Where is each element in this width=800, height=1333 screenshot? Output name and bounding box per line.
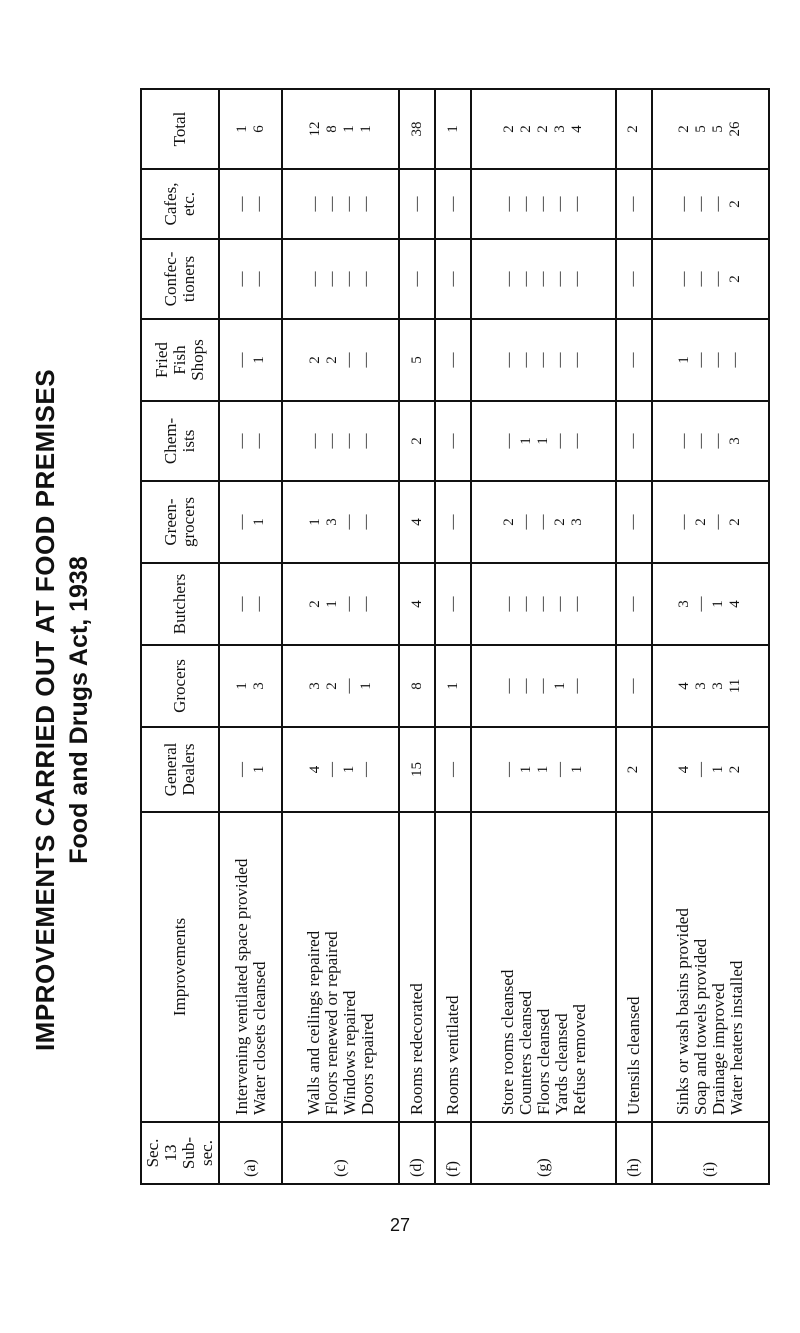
value-cell-fried-fish bbox=[219, 319, 282, 401]
value-cell-fried-fish bbox=[282, 319, 399, 401]
value: — bbox=[625, 271, 642, 287]
value-cell-grocers bbox=[616, 645, 652, 727]
header-row bbox=[141, 89, 219, 1184]
value: — bbox=[501, 678, 518, 694]
value: 1 bbox=[357, 682, 374, 690]
value-cell-total bbox=[282, 89, 399, 169]
improvement-cell bbox=[652, 812, 769, 1122]
improvement-cell bbox=[616, 812, 652, 1122]
improvement-item: Water closets cleansed bbox=[249, 961, 269, 1115]
improvement-item: Drainage improved bbox=[709, 983, 729, 1115]
value: 2 bbox=[535, 125, 552, 133]
value: 1 bbox=[357, 125, 374, 133]
value: 2 bbox=[323, 356, 340, 364]
value: — bbox=[250, 271, 267, 287]
value-cell-general-dealers bbox=[616, 727, 652, 812]
value: — bbox=[501, 762, 518, 777]
sub-section-cell: (f) bbox=[435, 1122, 471, 1184]
col-header-fried-fish: Fried Fish Shops bbox=[141, 319, 219, 401]
value: — bbox=[408, 271, 425, 287]
value: — bbox=[501, 352, 518, 368]
value: — bbox=[569, 596, 586, 612]
value-cell-greengrocers bbox=[616, 481, 652, 563]
table-row bbox=[399, 89, 435, 1184]
value: 2 bbox=[727, 765, 744, 774]
value: 2 bbox=[727, 275, 744, 283]
value-cell-greengrocers bbox=[652, 481, 769, 563]
value-cell-cafes bbox=[219, 169, 282, 239]
value: 1 bbox=[444, 682, 461, 690]
value: 1 bbox=[552, 682, 569, 690]
col-header-improvements: Improvements bbox=[141, 812, 219, 1122]
value-cell-confectioners bbox=[219, 239, 282, 319]
value: 15 bbox=[408, 762, 425, 777]
value: 3 bbox=[693, 682, 710, 690]
sub-section-cell: (a) bbox=[219, 1122, 282, 1184]
value: 38 bbox=[408, 121, 425, 137]
value-cell-greengrocers bbox=[399, 481, 435, 563]
value: 8 bbox=[323, 125, 340, 133]
value: — bbox=[676, 514, 693, 530]
value: 3 bbox=[323, 518, 340, 526]
value: 3 bbox=[552, 125, 569, 133]
value-cell-confectioners bbox=[471, 239, 615, 319]
value-cell-cafes bbox=[471, 169, 615, 239]
value: — bbox=[340, 596, 357, 612]
value: — bbox=[710, 271, 727, 287]
value: — bbox=[306, 433, 323, 449]
value-cell-general-dealers bbox=[399, 727, 435, 812]
value: — bbox=[518, 514, 535, 530]
value: 3 bbox=[250, 682, 267, 690]
value-cell-general-dealers bbox=[219, 727, 282, 812]
value: 1 bbox=[340, 765, 357, 774]
value-cell-fried-fish bbox=[471, 319, 615, 401]
value: — bbox=[693, 196, 710, 212]
value: — bbox=[233, 514, 250, 530]
value: — bbox=[233, 596, 250, 612]
value: — bbox=[552, 596, 569, 612]
value: 8 bbox=[408, 682, 425, 690]
value: — bbox=[569, 678, 586, 694]
sub-section-cell: (g) bbox=[471, 1122, 615, 1184]
value: 3 bbox=[306, 682, 323, 690]
sub-section-cell: (h) bbox=[616, 1122, 652, 1184]
value: 1 bbox=[535, 765, 552, 774]
value: 2 bbox=[676, 125, 693, 133]
improvement-item: Counters cleansed bbox=[515, 990, 535, 1115]
value-cell-general-dealers bbox=[282, 727, 399, 812]
improvement-item: Sinks or wash basins provided bbox=[673, 908, 693, 1115]
improvement-item: Doors repaired bbox=[357, 1013, 377, 1115]
value: — bbox=[676, 196, 693, 212]
value: — bbox=[408, 196, 425, 212]
value-cell-total bbox=[219, 89, 282, 169]
improvement-cell bbox=[435, 812, 471, 1122]
value-cell-total bbox=[652, 89, 769, 169]
value: — bbox=[710, 514, 727, 530]
value: — bbox=[340, 352, 357, 368]
value: — bbox=[233, 271, 250, 287]
value: 11 bbox=[727, 678, 744, 694]
value: — bbox=[727, 352, 744, 368]
value-cell-total bbox=[616, 89, 652, 169]
col-header-butchers: Butchers bbox=[141, 563, 219, 645]
value: — bbox=[518, 596, 535, 612]
value: — bbox=[625, 678, 642, 694]
improvement-cell bbox=[219, 812, 282, 1122]
value-cell-butchers bbox=[652, 563, 769, 645]
col-header-cafes: Cafes, etc. bbox=[141, 169, 219, 239]
value: — bbox=[710, 433, 727, 449]
value: — bbox=[693, 271, 710, 287]
value: — bbox=[306, 271, 323, 287]
improvement-cell bbox=[399, 812, 435, 1122]
col-header-chemists: Chem-ists bbox=[141, 401, 219, 481]
value: 4 bbox=[676, 765, 693, 774]
value-cell-chemists bbox=[399, 401, 435, 481]
value-cell-chemists bbox=[282, 401, 399, 481]
value-cell-butchers bbox=[616, 563, 652, 645]
value: 2 bbox=[306, 600, 323, 608]
value: 1 bbox=[250, 765, 267, 774]
value: 12 bbox=[306, 121, 323, 137]
value: — bbox=[676, 433, 693, 449]
value: 1 bbox=[233, 682, 250, 690]
value-cell-total bbox=[435, 89, 471, 169]
value-cell-general-dealers bbox=[435, 727, 471, 812]
value-cell-grocers bbox=[652, 645, 769, 727]
value: 1 bbox=[340, 125, 357, 133]
value: 2 bbox=[625, 125, 642, 133]
value-cell-greengrocers bbox=[435, 481, 471, 563]
value: — bbox=[444, 514, 461, 530]
col-header-total: Total bbox=[141, 89, 219, 169]
value: — bbox=[357, 596, 374, 612]
value-cell-chemists bbox=[616, 401, 652, 481]
value-cell-chemists bbox=[219, 401, 282, 481]
value: — bbox=[323, 433, 340, 449]
value: — bbox=[693, 433, 710, 449]
value: — bbox=[444, 433, 461, 449]
value: — bbox=[693, 762, 710, 777]
value: 4 bbox=[306, 765, 323, 774]
value: — bbox=[535, 514, 552, 530]
value: 4 bbox=[408, 600, 425, 608]
value: 2 bbox=[727, 518, 744, 526]
value: 2 bbox=[518, 125, 535, 133]
sub-section-cell: (i) bbox=[652, 1122, 769, 1184]
value: 2 bbox=[693, 518, 710, 526]
value-cell-butchers bbox=[219, 563, 282, 645]
improvement-item: Intervening ventilated space provided bbox=[231, 858, 251, 1115]
col-header-grocers: Grocers bbox=[141, 645, 219, 727]
value-cell-chemists bbox=[471, 401, 615, 481]
improvement-item: Soap and towels provided bbox=[691, 938, 711, 1115]
value: — bbox=[444, 352, 461, 368]
value-cell-chemists bbox=[435, 401, 471, 481]
value: 1 bbox=[323, 600, 340, 608]
value: — bbox=[501, 196, 518, 212]
value: 1 bbox=[535, 437, 552, 445]
value: 2 bbox=[727, 200, 744, 208]
page-title: IMPROVEMENTS CARRIED OUT AT FOOD PREMISES bbox=[30, 368, 60, 1052]
value: 5 bbox=[710, 125, 727, 133]
value: — bbox=[306, 196, 323, 212]
value-cell-butchers bbox=[282, 563, 399, 645]
value-cell-confectioners bbox=[616, 239, 652, 319]
value: — bbox=[323, 271, 340, 287]
value: — bbox=[518, 196, 535, 212]
value: — bbox=[357, 433, 374, 449]
col-header-greengrocers: Green-grocers bbox=[141, 481, 219, 563]
value: — bbox=[552, 271, 569, 287]
value: — bbox=[323, 196, 340, 212]
value: 1 bbox=[233, 125, 250, 133]
improvements-table bbox=[140, 88, 770, 1185]
value: — bbox=[693, 352, 710, 368]
value: — bbox=[233, 762, 250, 777]
value: — bbox=[250, 433, 267, 449]
value: — bbox=[501, 596, 518, 612]
value: — bbox=[552, 352, 569, 368]
value: 2 bbox=[501, 518, 518, 526]
value-cell-greengrocers bbox=[471, 481, 615, 563]
value: — bbox=[710, 352, 727, 368]
value: — bbox=[357, 271, 374, 287]
value: — bbox=[552, 433, 569, 449]
value: — bbox=[340, 678, 357, 694]
value-cell-total bbox=[471, 89, 615, 169]
value-cell-butchers bbox=[399, 563, 435, 645]
value: 1 bbox=[710, 600, 727, 608]
value: 3 bbox=[676, 600, 693, 608]
improvement-item: Water heaters installed bbox=[727, 960, 747, 1115]
value: 2 bbox=[306, 356, 323, 364]
value: 3 bbox=[710, 682, 727, 690]
value: — bbox=[535, 196, 552, 212]
value: — bbox=[625, 196, 642, 212]
value: 26 bbox=[727, 121, 744, 137]
value: — bbox=[233, 433, 250, 449]
improvement-item: Walls and ceilings repaired bbox=[303, 930, 323, 1115]
value: 1 bbox=[569, 765, 586, 774]
value-cell-total bbox=[399, 89, 435, 169]
table-row bbox=[616, 89, 652, 1184]
improvement-item: Rooms ventilated bbox=[443, 995, 463, 1115]
value: 4 bbox=[569, 125, 586, 133]
value-cell-general-dealers bbox=[652, 727, 769, 812]
col-header-sec: Sec. 13 Sub-sec. bbox=[141, 1122, 219, 1184]
value: — bbox=[552, 762, 569, 777]
value-cell-chemists bbox=[652, 401, 769, 481]
value-cell-cafes bbox=[616, 169, 652, 239]
table-row bbox=[471, 89, 615, 1184]
value: — bbox=[323, 762, 340, 777]
value: — bbox=[518, 678, 535, 694]
value-cell-grocers bbox=[282, 645, 399, 727]
value: 5 bbox=[408, 356, 425, 364]
value-cell-grocers bbox=[219, 645, 282, 727]
sub-section-cell: (c) bbox=[282, 1122, 399, 1184]
value: — bbox=[518, 352, 535, 368]
value: — bbox=[340, 514, 357, 530]
value: 4 bbox=[727, 600, 744, 608]
improvement-item: Floors cleansed bbox=[533, 1008, 553, 1115]
value: — bbox=[569, 352, 586, 368]
value: — bbox=[340, 271, 357, 287]
value: — bbox=[625, 596, 642, 612]
value: 1 bbox=[306, 518, 323, 526]
value-cell-confectioners bbox=[399, 239, 435, 319]
improvement-item: Rooms redecorated bbox=[407, 983, 427, 1115]
value-cell-greengrocers bbox=[219, 481, 282, 563]
value: — bbox=[552, 196, 569, 212]
value: — bbox=[444, 196, 461, 212]
value: — bbox=[357, 352, 374, 368]
value: 3 bbox=[727, 437, 744, 445]
value-cell-cafes bbox=[435, 169, 471, 239]
value: — bbox=[340, 196, 357, 212]
page-number: 27 bbox=[389, 1215, 411, 1235]
value: — bbox=[357, 196, 374, 212]
value: 1 bbox=[518, 765, 535, 774]
value: — bbox=[233, 352, 250, 368]
value-cell-fried-fish bbox=[399, 319, 435, 401]
table-row bbox=[652, 89, 769, 1184]
value-cell-confectioners bbox=[282, 239, 399, 319]
sub-section-cell: (d) bbox=[399, 1122, 435, 1184]
value-cell-confectioners bbox=[435, 239, 471, 319]
value: — bbox=[444, 271, 461, 287]
value: — bbox=[357, 514, 374, 530]
improvement-item: Yards cleansed bbox=[551, 1013, 571, 1115]
value: 3 bbox=[569, 518, 586, 526]
improvement-item: Refuse removed bbox=[569, 1004, 589, 1115]
value-cell-cafes bbox=[282, 169, 399, 239]
value: — bbox=[340, 433, 357, 449]
value: 5 bbox=[693, 125, 710, 133]
value: — bbox=[535, 596, 552, 612]
value: 2 bbox=[323, 682, 340, 690]
value-cell-general-dealers bbox=[471, 727, 615, 812]
value: — bbox=[569, 196, 586, 212]
col-header-general-dealers: General Dealers bbox=[141, 727, 219, 812]
improvement-cell bbox=[471, 812, 615, 1122]
value: 6 bbox=[250, 125, 267, 133]
col-header-confectioners: Confec-tioners bbox=[141, 239, 219, 319]
value-cell-cafes bbox=[652, 169, 769, 239]
value: — bbox=[625, 352, 642, 368]
value: 1 bbox=[676, 356, 693, 364]
value-cell-confectioners bbox=[652, 239, 769, 319]
table-row bbox=[219, 89, 282, 1184]
value-cell-butchers bbox=[435, 563, 471, 645]
value: — bbox=[357, 762, 374, 777]
value-cell-fried-fish bbox=[652, 319, 769, 401]
value: — bbox=[501, 271, 518, 287]
value-cell-grocers bbox=[471, 645, 615, 727]
value: — bbox=[625, 433, 642, 449]
value: 2 bbox=[408, 437, 425, 445]
value: — bbox=[569, 433, 586, 449]
improvement-item: Windows repaired bbox=[339, 990, 359, 1115]
value: 1 bbox=[250, 518, 267, 526]
improvement-item: Store rooms cleansed bbox=[497, 969, 517, 1115]
value: — bbox=[676, 271, 693, 287]
improvement-cell bbox=[282, 812, 399, 1122]
value: 2 bbox=[501, 125, 518, 133]
value: — bbox=[250, 596, 267, 612]
value: — bbox=[693, 596, 710, 612]
value: — bbox=[710, 196, 727, 212]
page-subtitle: Food and Drugs Act, 1938 bbox=[65, 556, 93, 864]
value: — bbox=[535, 678, 552, 694]
table-row bbox=[435, 89, 471, 1184]
value: — bbox=[518, 271, 535, 287]
value: 1 bbox=[518, 437, 535, 445]
value: — bbox=[625, 514, 642, 530]
improvement-item: Utensils cleansed bbox=[623, 996, 643, 1115]
value-cell-cafes bbox=[399, 169, 435, 239]
value: — bbox=[569, 271, 586, 287]
value: 4 bbox=[676, 682, 693, 690]
value: — bbox=[233, 196, 250, 212]
value: 4 bbox=[408, 518, 425, 526]
value: 2 bbox=[625, 765, 642, 774]
value-cell-grocers bbox=[435, 645, 471, 727]
improvement-item: Floors renewed or repaired bbox=[321, 931, 341, 1115]
value-cell-fried-fish bbox=[616, 319, 652, 401]
value-cell-fried-fish bbox=[435, 319, 471, 401]
value-cell-butchers bbox=[471, 563, 615, 645]
value-cell-greengrocers bbox=[282, 481, 399, 563]
value: 1 bbox=[710, 765, 727, 774]
value: — bbox=[444, 596, 461, 612]
table-row bbox=[282, 89, 399, 1184]
value: 2 bbox=[552, 518, 569, 526]
value-cell-grocers bbox=[399, 645, 435, 727]
value: — bbox=[250, 196, 267, 212]
value: — bbox=[501, 433, 518, 449]
value: — bbox=[444, 762, 461, 777]
value: 1 bbox=[250, 356, 267, 364]
value: — bbox=[535, 352, 552, 368]
improvements-table-container bbox=[140, 90, 770, 1185]
value: — bbox=[535, 271, 552, 287]
value: 1 bbox=[444, 125, 461, 133]
